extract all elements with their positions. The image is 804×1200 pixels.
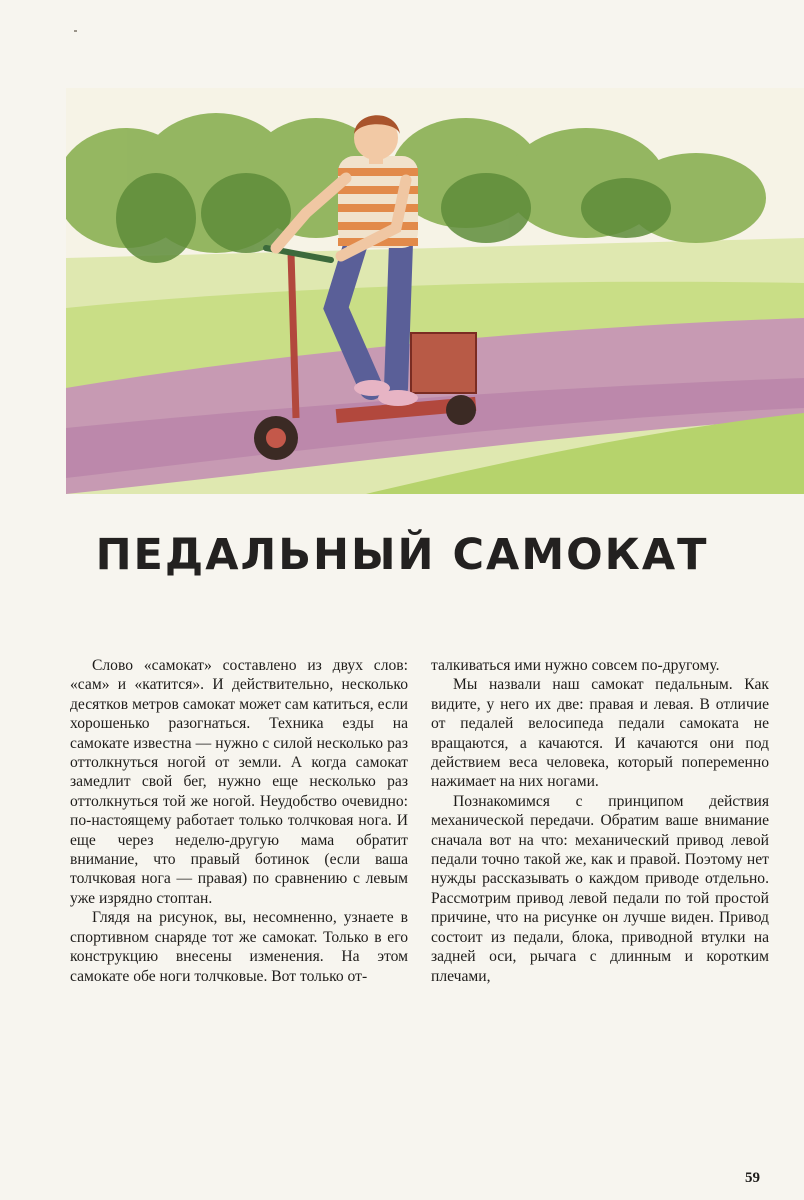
paragraph-continuation: талкиваться ими нужно совсем по-другому.: [431, 657, 720, 674]
paragraph: Мы назвали наш самокат педальным. Как видите, у него их две: правая и левая. В отличие от педалей велосипеда педали самоката не вращаются, а качаются. И качаются они под действием веса человека, который попеременно нажимает на них ногами.: [431, 676, 769, 791]
text-column-left: [70, 656, 408, 986]
text-column-right: [431, 656, 769, 986]
scooter-illustration: [66, 88, 804, 494]
page-number: 59: [745, 1170, 760, 1186]
paragraph: Глядя на рисунок, вы, несомненно, узнаете в спортивном снаряде тот же самокат. Только в его конструкцию внесены изменения. На этом самокате обе ноги толчковые. Вот только от-: [70, 909, 408, 985]
paragraph: Познакомимся с принципом действия механической передачи. Обратим ваше внимание сначала вот на что: механический привод левой педали точно такой же, как и правой. Поэтому нет нужды рассказывать о каждом приводе отдельно. Рассмотрим привод левой педали по той простой причине, что на рисунке он лучше виден. Привод состоит из педали, блока, приводной втулки на задней оси, рычага с длинным и коротким плечами,: [431, 792, 769, 985]
print-mark: [74, 30, 77, 32]
paragraph: Слово «самокат» составлено из двух слов: «сам» и «катится». И действительно, несколько десятков метров самокат может сам катиться, если хорошенько разогнаться. Техника езды на самокате известна — нужно с силой несколько раз оттолкнуться ногой от земли. А когда самокат замедлит свой бег, нужно еще несколько раз оттолкнуться той же ногой. Неудобство очевидно: по-настоящему работает только толчковая нога. И еще через неделю-другую мама обратит внимание, что правый ботинок (если ваша толчковая нога — правая) по сравнению с левым уже изрядно стоптан.: [70, 657, 408, 907]
article-title: ПЕДАЛЬНЫЙ САМОКАТ: [95, 530, 709, 580]
